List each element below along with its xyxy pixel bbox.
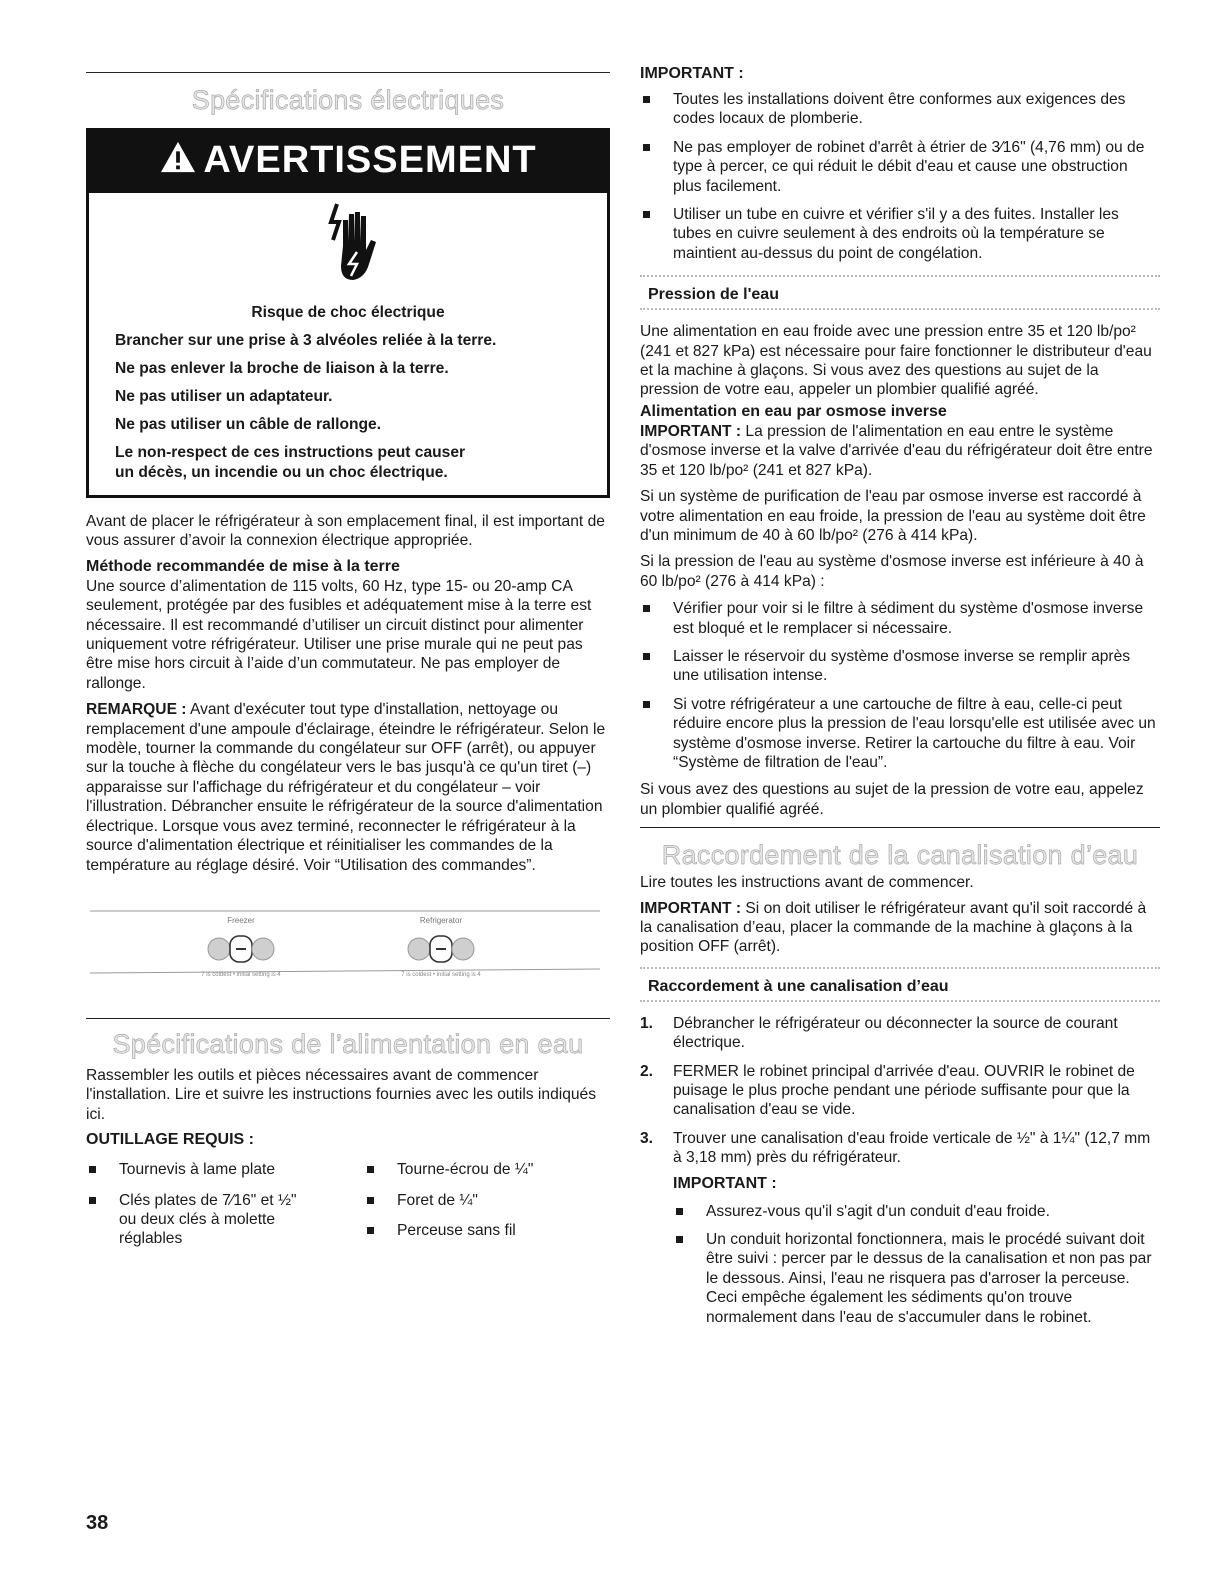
ro-important-text: La pression de l'alimentation en eau entre le système d'osmose inverse et la valve d'arrivée d'eau du réfrigérateur doit être entre 35 et 120 lb/po² (241 et 827 kPa). [640,422,1153,479]
section-rule [86,1018,610,1019]
ro-item: Laisser le réservoir du système d'osmose inverse se remplir après une utilisation intense. [640,647,1160,686]
tool-item: Clés plates de 7⁄16" et ½" ou deux clés à molette réglables [86,1191,332,1249]
step-text: Débrancher le réfrigérateur ou déconnecter la source de courant électrique. [673,1014,1118,1052]
warning-heading: AVERTISSEMENT [203,139,537,181]
left-column [86,62,610,1249]
connection-important-text: Si on doit utiliser le réfrigérateur avant qu'il soit raccordé à la canalisation d’eau, placer la commande de la machine à glaçons à la position OFF (arrêt). [640,899,1147,956]
warning-line: Ne pas utiliser un adaptateur. [115,388,333,405]
step-item [640,1014,1160,1053]
section-title-electrical: Spécifications électriques [191,85,505,115]
section-title-water: Spécifications de l’alimentation en eau [112,1028,584,1059]
important-heading: IMPORTANT : [640,65,744,82]
electric-shock-hand-icon [313,200,383,286]
step3-important-label: IMPORTANT : [673,1174,777,1192]
ro-text-2: Si la pression de l'eau au système d'osmose inverse est inférieure à 40 à 60 lb/po² (276 à 414 kPa) : [640,553,1144,590]
tools-list [86,1160,610,1249]
connection-important-label: IMPORTANT : [640,899,742,917]
tool-item: Tournevis à lame plate [86,1160,332,1179]
dotted-rule [640,308,1160,310]
tool-item: Tourne-écrou de ¼" [364,1160,610,1179]
freezer-scale: 7 is coldest • initial setting is 4 [201,971,281,978]
connection-steps [640,1014,1160,1327]
important-item: Utiliser un tube en cuivre et vérifier s'il y a des fuites. Installer les tubes en cuivre seulement à des endroits où la température se maintient au-dessus du point de congélation. [640,205,1160,263]
freezer-label: Freezer [227,915,255,925]
ro-item: Si votre réfrigérateur a une cartouche de filtre à eau, celle-ci peut réduire encore plus la pression de l'eau lorsqu'elle est utilisée avec un système d'osmose inverse. Retirer la cartouche du filtre à eau. Voir “Système de filtration de l'eau”. [640,695,1160,773]
refrigerator-label: Refrigerator [419,915,463,925]
important-item: Ne pas employer de robinet d'arrêt à étrier de 3⁄16" (4,76 mm) ou de type à percer, ce qui réduit le débit d'eau et cause une obstruction plus facilement. [640,138,1160,196]
refrigerator-scale: 7 is coldest • initial setting is 4 [401,971,481,978]
tool-item: Perceuse sans fil [364,1221,610,1240]
grounding-text: Une source d’alimentation de 115 volts, 60 Hz, type 15- ou 20-amp CA seulement, protégée par des fusibles et adéquatement mise à la terre est nécessaire. Il est recommandé d’utiliser un circuit distinct pour alimenter uniquement votre réfrigérateur. Utiliser une prise murale qui ne peut pas être mise hors circuit à l’aide d’un commutateur. Ne pas employer de rallonge. [86,577,592,692]
connection-intro: Lire toutes les instructions avant de commencer. [640,874,974,892]
section-title-connection: Raccordement de la canalisation d’eau [661,840,1139,871]
step-number: 1. [640,1014,654,1032]
warning-consequence-2: un décès, un incendie ou un choc électrique. [115,464,448,481]
step-item [640,1129,1160,1327]
warning-line: Ne pas enlever la broche de liaison à la terre. [115,360,449,377]
remark-text: Avant d'exécuter tout type d'installation, nettoyage ou remplacement d'une ampoule d'éclairage, éteindre le réfrigérateur. Selon le modèle, tourner la commande du congélateur sur OFF (arrêt), ou appuyer sur la touche à flèche du congélateur vers le bas jusqu'à ce qu'un tiret (–) apparaisse sur l'affichage du réfrigérateur et du congélateur – voir l'illustration. Débrancher ensuite le réfrigérateur de la source d'alimentation électrique. Lorsque vous avez terminé, reconnecter le réfrigérateur à la source d'alimentation électrique et réinitialiser les commandes de la température au réglage désiré. Voir “Utilisation des commandes”. [86,701,606,874]
dotted-rule [640,1000,1160,1002]
tools-column-2 [364,1160,610,1249]
ro-heading: Alimentation en eau par osmose inverse [640,402,947,420]
step-item [640,1062,1160,1120]
important-item: Toutes les installations doivent être conformes aux exigences des codes locaux de plomberie. [640,90,1160,129]
pressure-heading: Pression de l'eau [648,286,779,304]
control-panel-drawing [86,893,610,991]
section-rule [640,827,1160,828]
tools-column-1 [86,1160,332,1249]
important-list [640,90,1160,263]
control-panel-illustration [86,893,610,991]
connection-important [640,899,1160,957]
dotted-rule [640,275,1160,277]
water-intro: Rassembler les outils et pièces nécessaires avant de commencer l'installation. Lire et suivre les instructions fournies avec les outils indiqués ici. [86,1066,597,1123]
ro-item: Vérifier pour voir si le filtre à sédiment du système d'osmose inverse est bloqué et le remplacer si nécessaire. [640,599,1160,638]
step-number: 3. [640,1129,654,1147]
electrical-intro: Avant de placer le réfrigérateur à son emplacement final, il est important de vous assurer d’avoir la connexion électrique appropriée. [86,513,605,550]
remark-paragraph [86,700,610,875]
dotted-rule [640,967,1160,969]
connection-heading: Raccordement à une canalisation d’eau [648,977,949,995]
grounding-heading: Méthode recommandée de mise à la terre [86,557,400,575]
freezer-control [208,936,274,962]
warning-consequence-1: Le non-respect de ces instructions peut causer [115,444,466,461]
ro-text-3: Si vous avez des questions au sujet de la pression de votre eau, appelez un plombier qualifié agréé. [640,781,1144,818]
tool-item: Foret de ¼" [364,1191,610,1210]
step-text: Trouver une canalisation d'eau froide verticale de ½" à 1¼" (12,7 mm à 3,18 mm) près du réfrigérateur. [673,1129,1151,1167]
section-rule [86,72,610,73]
right-column [640,64,1160,1327]
page-number: 38 [86,1512,109,1534]
warning-triangle-icon [159,140,197,174]
ro-important-label: IMPORTANT : [640,422,742,440]
step3-item: Un conduit horizontal fonctionnera, mais le procédé suivant doit être suivi : percer par le dessus de la canalisation et non pas par le dessous. Ainsi, l'eau ne risquera pas d'arroser la perceuse. Ceci empêche également les sédiments qu'on trouve normalement dans l'eau de s'accumuler dans le robinet. [673,1230,1160,1327]
refrigerator-control [408,936,474,962]
step3-item: Assurez-vous qu'il s'agit d'un conduit d'eau froide. [673,1202,1160,1221]
remark-label: REMARQUE : [86,701,187,719]
warning-line: Ne pas utiliser un câble de rallonge. [115,416,382,433]
warning-risk: Risque de choc électrique [251,304,445,321]
tools-heading: OUTILLAGE REQUIS : [86,1131,254,1149]
warning-header [89,131,607,293]
warning-line: Brancher sur une prise à 3 alvéoles reliée à la terre. [115,332,497,349]
warning-box [86,128,610,498]
ro-important [640,422,1160,480]
step-number: 2. [640,1062,654,1080]
step3-important-list [673,1202,1160,1327]
pressure-text: Une alimentation en eau froide avec une pression entre 35 et 120 lb/po² (241 et 827 kPa) est nécessaire pour faire fonctionner le distributeur d'eau et la machine à glaçons. Si vous avez des questions au sujet de la pression de votre eau, appeler un plombier qualifié agréé. [640,323,1152,399]
ro-text-1: Si un système de purification de l'eau par osmose inverse est raccordé à votre alimentation en eau froide, la pression de l'eau au système doit être d'un minimum de 40 à 60 lb/po² (276 à 414 kPa). [640,488,1146,544]
ro-list [640,599,1160,772]
step-text: FERMER le robinet principal d'arrivée d'eau. OUVRIR le robinet de puisage le plus proche pendant une période suffisante pour que la canalisation d'eau se vide. [673,1062,1135,1119]
